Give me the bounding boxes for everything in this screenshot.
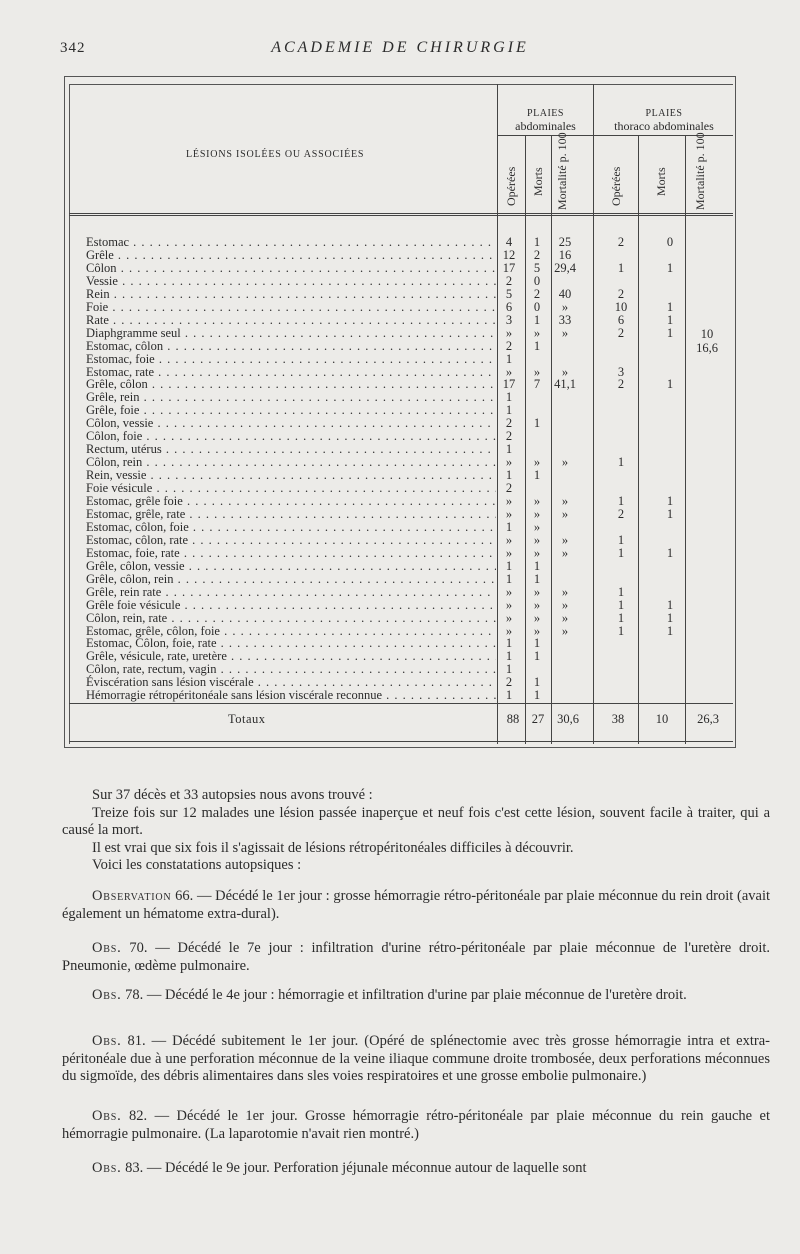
cell-morts-abdominal: » — [533, 325, 541, 340]
col-header-morts-1: Morts — [531, 167, 545, 196]
merged-mortality-cell: 10 16,6 — [696, 327, 718, 355]
cell-morts-abdominal: 7 — [533, 377, 541, 392]
cell-morts-abdominal: 1 — [533, 338, 541, 353]
observation-number: 70. — [129, 940, 148, 956]
table-row — [86, 248, 736, 262]
table-row — [86, 455, 736, 469]
observation-paragraph — [62, 940, 770, 975]
col-header-operees-2: Opérées — [609, 166, 623, 206]
cell-operees-thoraco: 1 — [617, 610, 625, 625]
cell-mortalite-abdominal: 29,4 — [554, 260, 576, 275]
cell-morts-abdominal: » — [533, 532, 541, 547]
group-abdominal-title: PLAIES abdominales — [515, 108, 576, 133]
cell-morts-thoraco: 1 — [666, 325, 674, 340]
cell-mortalite-abdominal: » — [561, 597, 569, 612]
cell-mortalite-abdominal: 33 — [558, 312, 572, 327]
total-mortalite-1: 30,6 — [557, 712, 579, 726]
table-row — [86, 313, 736, 327]
cell-morts-abdominal: 1 — [533, 558, 541, 573]
cell-morts-abdominal: 1 — [533, 688, 541, 703]
lesion-label: Estomac, foie . . . — [86, 352, 496, 366]
cell-morts-abdominal: » — [533, 597, 541, 612]
observation-heading: Obs. — [92, 1108, 122, 1124]
body-text — [62, 787, 770, 875]
cell-morts-abdominal: » — [533, 623, 541, 638]
lesion-label: Estomac, Côlon, foie, rate . . . — [86, 636, 496, 650]
lesions-column-header: LÉSIONS ISOLÉES OU ASSOCIÉES — [186, 149, 365, 160]
cell-morts-abdominal: 1 — [533, 649, 541, 664]
cell-operees-abdominal: 1 — [505, 519, 513, 534]
total-morts-2: 10 — [655, 712, 669, 726]
table-row — [86, 339, 736, 353]
cell-operees-abdominal: » — [505, 623, 513, 638]
observation-heading: Obs. — [92, 1160, 122, 1176]
cell-operees-abdominal: 1 — [505, 636, 513, 651]
lesion-label: Côlon, rein, rate . . . — [86, 611, 496, 625]
lesion-label: Estomac, grêle foie . . . — [86, 494, 496, 508]
lesion-label: Estomac, grêle, rate . . . — [86, 507, 496, 521]
cell-operees-abdominal: 12 — [502, 247, 516, 262]
table-row — [86, 572, 736, 586]
cell-morts-abdominal: 2 — [533, 247, 541, 262]
observation-text: — Décédé le 1er jour : grosse hémorragie rétro-péritonéale par plaie méconnue du rein droit (avait également un hématome extra-dural). — [62, 888, 771, 922]
lesion-label: Grêle, foie . . . — [86, 403, 496, 417]
cell-operees-abdominal: 1 — [505, 403, 513, 418]
cell-operees-abdominal: 1 — [505, 442, 513, 457]
cell-operees-thoraco: 1 — [617, 494, 625, 508]
totals-label: Totaux — [228, 712, 266, 726]
lesion-label: Grêle, rein . . . — [86, 390, 496, 404]
cell-operees-thoraco: 1 — [617, 597, 625, 612]
table-row — [86, 520, 736, 534]
observation-text: — Décédé le 4e jour : hémorragie et infiltration d'urine par plaie méconnue de l'uretère droit. — [143, 987, 687, 1003]
lesion-label: Grêle, vésicule, rate, uretère . . . — [86, 649, 496, 663]
cell-operees-abdominal: 1 — [505, 468, 513, 483]
lesion-label: Côlon, foie . . . — [86, 429, 496, 443]
cell-morts-abdominal: 1 — [533, 636, 541, 651]
table-row — [86, 611, 736, 625]
cell-morts-thoraco: 1 — [666, 610, 674, 625]
cell-morts-abdominal: 1 — [533, 675, 541, 690]
col-header-mortalite-2: Mortalité p. 100 — [693, 132, 707, 210]
cell-morts-thoraco: 1 — [666, 545, 674, 560]
observation-heading: Observation — [92, 888, 172, 904]
cell-operees-thoraco: 1 — [617, 623, 625, 638]
cell-operees-abdominal: 17 — [502, 377, 516, 392]
lesion-label: Éviscération sans lésion viscérale . . . — [86, 675, 496, 689]
lesion-label: Grêle foie vésicule . . . — [86, 598, 496, 612]
running-title: ACADEMIE DE CHIRURGIE — [271, 39, 529, 56]
lesion-label: Rein . . . — [86, 287, 496, 301]
col-header-mortalite-1: Mortalité p. 100 — [555, 132, 569, 210]
cell-operees-abdominal: » — [505, 364, 513, 379]
lesion-label: Côlon, rate, rectum, vagin . . . — [86, 662, 496, 676]
table-row — [86, 559, 736, 573]
observation-paragraph — [62, 1160, 770, 1178]
cell-mortalite-abdominal: 40 — [558, 286, 572, 301]
group-thoraco-title: PLAIES thoraco abdominales — [614, 108, 714, 133]
table-row — [86, 675, 736, 689]
cell-morts-abdominal: 5 — [533, 260, 541, 275]
cell-mortalite-abdominal: » — [561, 545, 569, 560]
cell-mortalite-abdominal: » — [561, 325, 569, 340]
cell-mortalite-abdominal: » — [561, 364, 569, 379]
cell-operees-abdominal: 17 — [502, 260, 516, 275]
cell-operees-abdominal: » — [505, 597, 513, 612]
col-header-morts-2: Morts — [654, 167, 668, 196]
table-row — [86, 429, 736, 443]
cell-operees-thoraco: 1 — [617, 455, 625, 470]
lesion-label: Estomac, rate . . . — [86, 365, 496, 379]
observation-heading: Obs. — [92, 987, 122, 1003]
cell-operees-abdominal: 2 — [505, 429, 513, 444]
table-row — [86, 352, 736, 366]
observation-text: — Décédé subitement le 1er jour. (Opéré de splénectomie avec très grosse hémorragie intra et extra-péritonéale due à une perforation méconnue de la veine iliaque commune droite trombosée, deux perforations méconnues du sigmoïde, des débris alimentaires dans sles voies respiratoires et une grosse embolie pulmonaire.) — [62, 1033, 770, 1084]
table-row — [86, 261, 736, 275]
total-operees-1: 88 — [506, 712, 520, 726]
cell-morts-abdominal: » — [533, 364, 541, 379]
observation-text: — Décédé le 9e jour. Perforation jéjunale méconnue autour de laquelle sont — [143, 1160, 587, 1176]
cell-morts-thoraco: 1 — [666, 506, 674, 521]
cell-morts-thoraco: 1 — [666, 312, 674, 327]
cell-morts-abdominal: 1 — [533, 312, 541, 327]
cell-operees-abdominal: » — [505, 584, 513, 599]
observation-number: 82. — [129, 1108, 148, 1124]
lesion-label: Foie vésicule . . . — [86, 481, 496, 495]
table-row — [86, 274, 736, 288]
lesion-label: Grêle, rein rate . . . — [86, 585, 496, 599]
table-row — [86, 585, 736, 599]
table-row — [86, 688, 736, 702]
cell-morts-thoraco: 1 — [666, 260, 674, 275]
cell-operees-abdominal: » — [505, 545, 513, 560]
total-mortalite-2: 26,3 — [697, 712, 719, 726]
cell-operees-thoraco: 1 — [617, 532, 625, 547]
table-row — [86, 662, 736, 676]
cell-mortalite-abdominal: » — [561, 623, 569, 638]
cell-operees-abdominal: 2 — [505, 416, 513, 431]
lesion-label: Estomac . . . — [86, 235, 496, 249]
cell-morts-abdominal: 1 — [533, 468, 541, 483]
cell-morts-abdominal: 1 — [533, 235, 541, 249]
col-header-operees-1: Opérées — [504, 166, 518, 206]
rule — [69, 741, 733, 742]
lesion-label: Côlon . . . — [86, 261, 496, 275]
table-row — [86, 326, 736, 340]
cell-operees-abdominal: 1 — [505, 390, 513, 405]
lesion-label: Grêle . . . — [86, 248, 496, 262]
cell-operees-thoraco: 3 — [617, 364, 625, 379]
paragraph: Treize fois sur 12 malades une lésion passée inaperçue et neuf fois c'est cette lésion, souvent facile à traiter, qui a causé la mort. — [62, 804, 770, 838]
cell-operees-abdominal: » — [505, 325, 513, 340]
cell-morts-thoraco: 1 — [666, 377, 674, 392]
cell-mortalite-abdominal: » — [561, 584, 569, 599]
cell-operees-thoraco: 2 — [617, 325, 625, 340]
observation-number: 78. — [125, 987, 144, 1003]
lesion-label: Rate . . . — [86, 313, 496, 327]
rule — [69, 213, 733, 216]
lesion-label: Estomac, côlon . . . — [86, 339, 496, 353]
table-row — [86, 403, 736, 417]
cell-morts-thoraco: 1 — [666, 597, 674, 612]
table-row — [86, 390, 736, 404]
table-row — [86, 507, 736, 521]
table-row — [86, 624, 736, 638]
table-row — [86, 598, 736, 612]
cell-morts-abdominal: 0 — [533, 299, 541, 314]
table-row — [86, 494, 736, 508]
cell-morts-abdominal: » — [533, 455, 541, 470]
table-row — [86, 636, 736, 650]
cell-operees-thoraco: 2 — [617, 235, 625, 249]
cell-morts-abdominal: » — [533, 506, 541, 521]
cell-operees-thoraco: 2 — [617, 377, 625, 392]
cell-operees-abdominal: 6 — [505, 299, 513, 314]
cell-operees-thoraco: 1 — [617, 260, 625, 275]
table-row — [86, 287, 736, 301]
cell-mortalite-abdominal: » — [561, 610, 569, 625]
cell-operees-abdominal: » — [505, 455, 513, 470]
observation-text: — Décédé le 7e jour : infiltration d'urine rétro-péritonéale par plaie méconnue de l'uretère droit. Pneumonie, œdème pulmonaire. — [62, 940, 771, 974]
observation-paragraph — [62, 987, 770, 1005]
cell-morts-abdominal: » — [533, 519, 541, 534]
cell-morts-abdominal: 1 — [533, 416, 541, 431]
rule — [69, 703, 733, 704]
cell-operees-abdominal: » — [505, 494, 513, 508]
table-row — [86, 235, 736, 249]
cell-mortalite-abdominal: » — [561, 494, 569, 508]
cell-morts-abdominal: » — [533, 584, 541, 599]
table-row — [86, 442, 736, 456]
observation-paragraph — [62, 888, 770, 923]
paragraph: Il est vrai que six fois il s'agissait de lésions rétropéritonéales difficiles à découvrir. — [92, 839, 574, 856]
cell-morts-thoraco: 1 — [666, 494, 674, 508]
cell-morts-thoraco: 1 — [666, 623, 674, 638]
table-row — [86, 416, 736, 430]
lesion-label: Estomac, côlon, rate . . . — [86, 533, 496, 547]
table-row — [86, 481, 736, 495]
cell-mortalite-abdominal: » — [561, 532, 569, 547]
observation-paragraph — [62, 1033, 770, 1086]
observation-text: — Décédé le 1er jour. Grosse hémorragie rétro-péritonéale par plaie méconnue du rein gauche et hémorragie pulmonaire. (La laparotomie n'avait rien montré.) — [62, 1108, 770, 1142]
cell-mortalite-abdominal: » — [561, 506, 569, 521]
table-row — [86, 468, 736, 482]
cell-morts-thoraco: 0 — [666, 235, 674, 249]
cell-mortalite-abdominal: 16 — [558, 247, 572, 262]
cell-operees-abdominal: 4 — [505, 235, 513, 249]
cell-operees-abdominal: 1 — [505, 649, 513, 664]
lesion-label: Côlon, vessie . . . — [86, 416, 496, 430]
lesion-label: Diaphgramme seul . . . — [86, 326, 496, 340]
cell-morts-abdominal: 2 — [533, 286, 541, 301]
observation-number: 81. — [127, 1033, 146, 1049]
table-row — [86, 533, 736, 547]
cell-morts-abdominal: » — [533, 545, 541, 560]
cell-mortalite-abdominal: » — [561, 455, 569, 470]
cell-operees-thoraco: 2 — [617, 286, 625, 301]
total-operees-2: 38 — [611, 712, 625, 726]
cell-operees-thoraco: 6 — [617, 312, 625, 327]
cell-morts-abdominal: » — [533, 610, 541, 625]
cell-operees-abdominal: 2 — [505, 675, 513, 690]
cell-operees-thoraco: 2 — [617, 506, 625, 521]
lesion-label: Grêle, côlon . . . — [86, 377, 496, 391]
cell-operees-abdominal: 2 — [505, 338, 513, 353]
paragraph: Sur 37 décès et 33 autopsies nous avons trouvé : — [92, 787, 373, 803]
page-number: 342 — [60, 40, 86, 56]
cell-operees-abdominal: 1 — [505, 571, 513, 586]
cell-operees-thoraco: 1 — [617, 584, 625, 599]
cell-operees-abdominal: » — [505, 532, 513, 547]
lesion-label: Foie . . . — [86, 300, 496, 314]
observation-heading: Obs. — [92, 1033, 122, 1049]
cell-morts-abdominal: 0 — [533, 273, 541, 288]
table-row — [86, 365, 736, 379]
cell-operees-abdominal: 1 — [505, 662, 513, 677]
table-row — [86, 546, 736, 560]
cell-operees-abdominal: » — [505, 610, 513, 625]
cell-operees-abdominal: 2 — [505, 273, 513, 288]
cell-operees-abdominal: 1 — [505, 688, 513, 703]
cell-morts-abdominal: 1 — [533, 571, 541, 586]
table-row — [86, 649, 736, 663]
lesion-label: Vessie . . . — [86, 274, 496, 288]
cell-morts-abdominal: » — [533, 494, 541, 508]
observation-number: 83. — [125, 1160, 144, 1176]
lesion-label: Grêle, côlon, rein . . . — [86, 572, 496, 586]
cell-morts-thoraco: 1 — [666, 299, 674, 314]
lesion-label: Grêle, côlon, vessie . . . — [86, 559, 496, 573]
observation-number: 66. — [175, 888, 194, 904]
lesion-label: Rein, vessie . . . — [86, 468, 496, 482]
cell-operees-abdominal: » — [505, 506, 513, 521]
lesion-label: Estomac, foie, rate . . . — [86, 546, 496, 560]
table-row — [86, 377, 736, 391]
cell-mortalite-abdominal: 41,1 — [554, 377, 576, 392]
cell-operees-abdominal: 3 — [505, 312, 513, 327]
paragraph: Voici les constatations autopsiques : — [92, 857, 302, 873]
lesion-label: Hémorragie rétropéritonéale sans lésion viscérale reconnue . . . — [86, 688, 496, 702]
cell-operees-thoraco: 1 — [617, 545, 625, 560]
cell-mortalite-abdominal: 25 — [558, 235, 572, 249]
lesion-label: Estomac, côlon, foie . . . — [86, 520, 496, 534]
observation-paragraph — [62, 1108, 770, 1143]
cell-operees-abdominal: 2 — [505, 481, 513, 496]
table-row — [86, 300, 736, 314]
cell-mortalite-abdominal: » — [561, 299, 569, 314]
total-morts-1: 27 — [531, 712, 545, 726]
cell-operees-abdominal: 1 — [505, 558, 513, 573]
cell-operees-thoraco: 10 — [614, 299, 628, 314]
cell-operees-abdominal: 1 — [505, 351, 513, 366]
lesion-label: Estomac, grêle, côlon, foie . . . — [86, 624, 496, 638]
cell-operees-abdominal: 5 — [505, 286, 513, 301]
lesion-label: Rectum, utérus . . . — [86, 442, 496, 456]
observation-heading: Obs. — [92, 940, 122, 956]
lesion-label: Côlon, rein . . . — [86, 455, 496, 469]
